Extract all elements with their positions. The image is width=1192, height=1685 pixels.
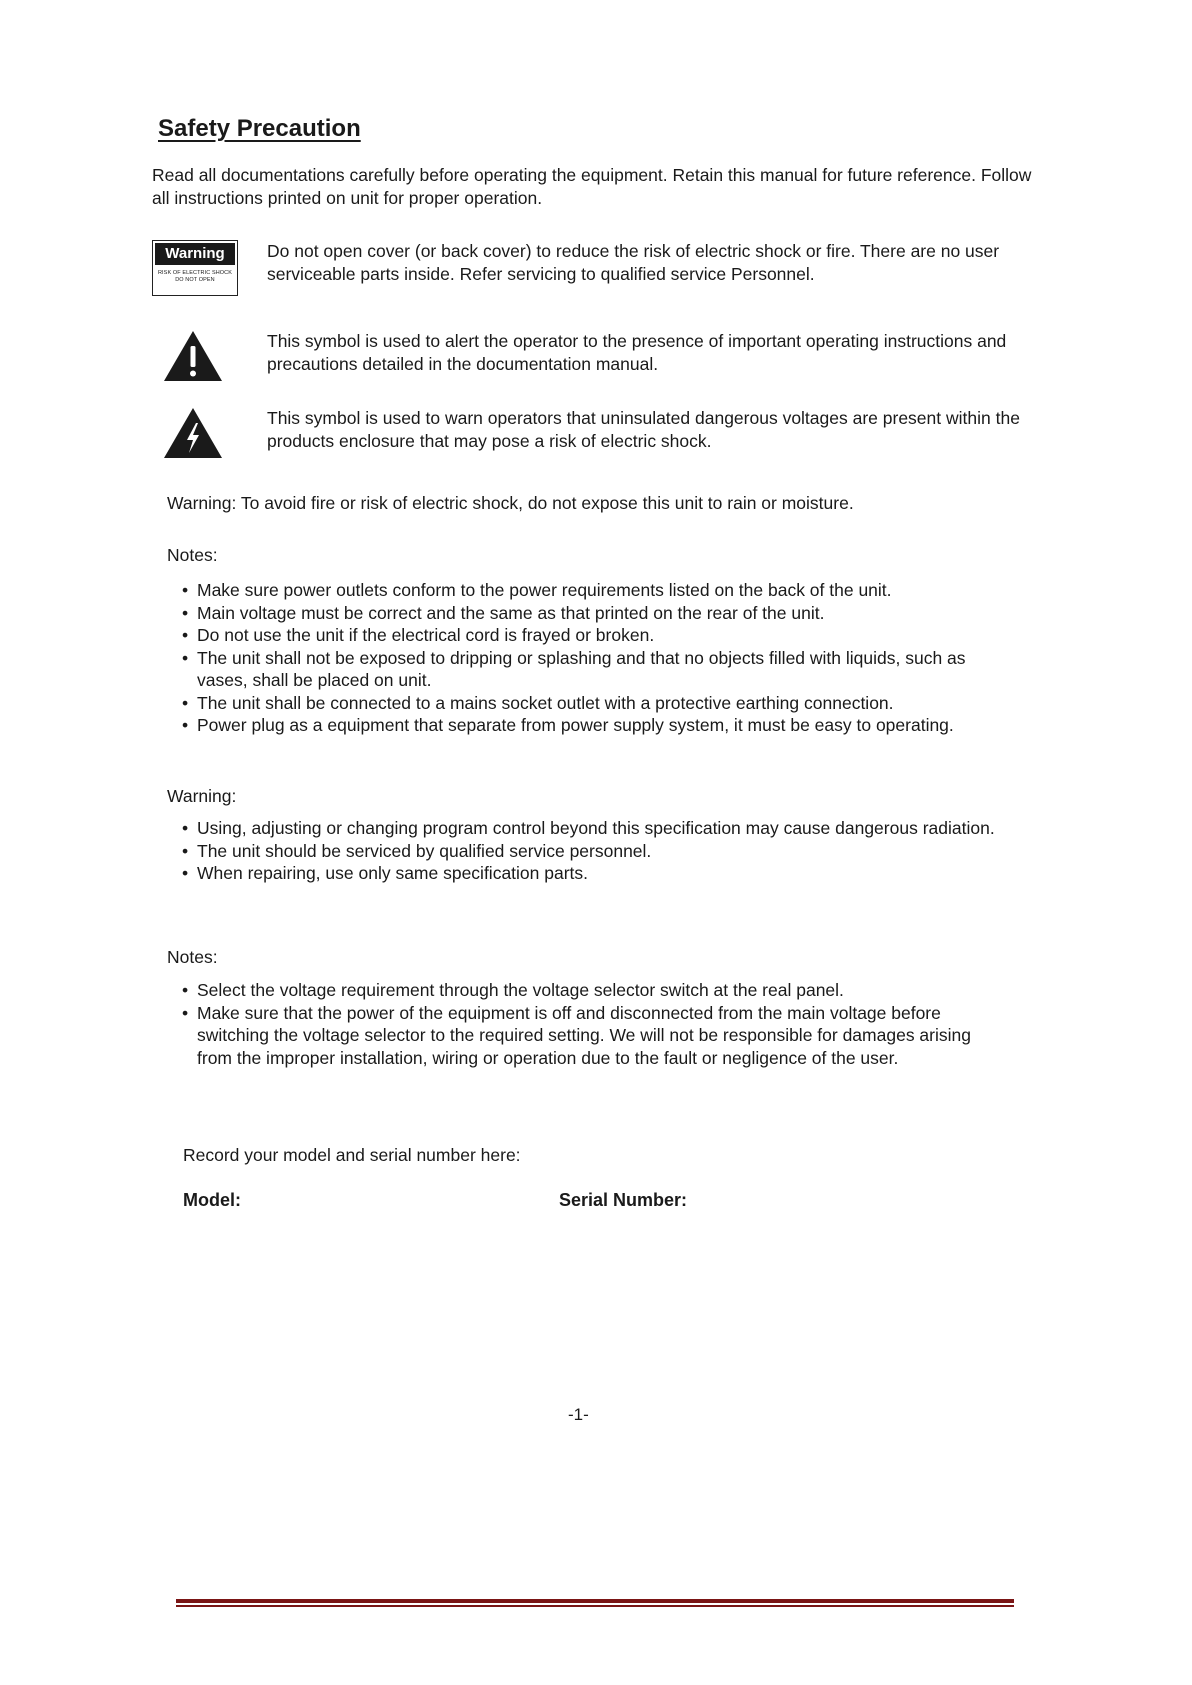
- notes-heading-1: Notes:: [167, 545, 218, 565]
- serial-number-label: Serial Number:: [559, 1190, 688, 1210]
- intro-paragraph: Read all documentations carefully before operating the equipment. Retain this manual for future reference. Follow all instructions printed on unit for proper operation.: [152, 165, 1032, 208]
- warning-moisture-line: Warning: To avoid fire or risk of electric shock, do not expose this unit to rain or moisture.: [167, 493, 854, 513]
- record-prompt: Record your model and serial number here:: [183, 1145, 521, 1165]
- warning-heading-2: Warning:: [167, 786, 237, 806]
- list-item: • Select the voltage requirement through the voltage selector switch at the real panel.: [180, 979, 1040, 1002]
- symbol-text-warning-label: Do not open cover (or back cover) to reduce the risk of electric shock or fire. There are no user serviceable parts inside. Refer servicing to qualified service Personnel.: [267, 241, 1000, 284]
- exclamation-triangle-icon: [163, 330, 223, 382]
- list-item: • Make sure that the power of the equipment is off and disconnected from the main voltage before switching the voltage selector to the required setting. We will not be responsible for damages arising from the improper installation, wiring or operation due to the fault or negligence of the user.: [180, 1002, 997, 1070]
- warning-label-heading: Warning: [155, 243, 235, 265]
- list-item: • The unit shall be connected to a mains socket outlet with a protective earthing connection.: [180, 692, 1040, 715]
- warning-label-sub1: RISK OF ELECTRIC SHOCK: [157, 270, 233, 276]
- list-item: • The unit should be serviced by qualified service personnel.: [180, 840, 1040, 863]
- list-item: • Make sure power outlets conform to the power requirements listed on the back of the unit.: [180, 579, 1040, 602]
- page-title: Safety Precaution: [158, 115, 361, 142]
- page-number: -1-: [568, 1405, 589, 1424]
- notes-list-1: [180, 579, 1040, 737]
- warning-label-sub2: DO NOT OPEN: [175, 277, 215, 283]
- lightning-triangle-icon: [163, 407, 223, 459]
- notes-heading-2: Notes:: [167, 947, 218, 967]
- list-item: • Using, adjusting or changing program control beyond this specification may cause dangerous radiation.: [180, 817, 1042, 840]
- symbol-text-exclamation: This symbol is used to alert the operator to the presence of important operating instructions and precautions detailed in the documentation manual.: [267, 331, 1007, 374]
- list-item: • Power plug as a equipment that separate from power supply system, it must be easy to operating.: [180, 714, 997, 737]
- list-item: • Do not use the unit if the electrical cord is frayed or broken.: [180, 624, 1040, 647]
- warning-label-icon: [152, 240, 238, 296]
- footer-rule: [176, 1599, 1014, 1607]
- symbol-row-exclamation: [150, 330, 1050, 390]
- symbol-row-lightning: [150, 407, 1050, 467]
- list-item: • The unit shall not be exposed to dripping or splashing and that no objects filled with liquids, such as vases, shall be placed on unit.: [180, 647, 1017, 692]
- notes-list-2: [180, 979, 1040, 1069]
- symbol-text-lightning: This symbol is used to warn operators that uninsulated dangerous voltages are present within the products enclosure that may pose a risk of electric shock.: [267, 408, 1020, 451]
- warning-label-subtext: [153, 270, 237, 284]
- symbol-row-warning-label: [150, 240, 1050, 310]
- warning-list-2: [180, 817, 1040, 885]
- list-item: • Main voltage must be correct and the same as that printed on the rear of the unit.: [180, 602, 1040, 625]
- model-label: Model:: [183, 1190, 241, 1210]
- list-item: • When repairing, use only same specification parts.: [180, 862, 1040, 885]
